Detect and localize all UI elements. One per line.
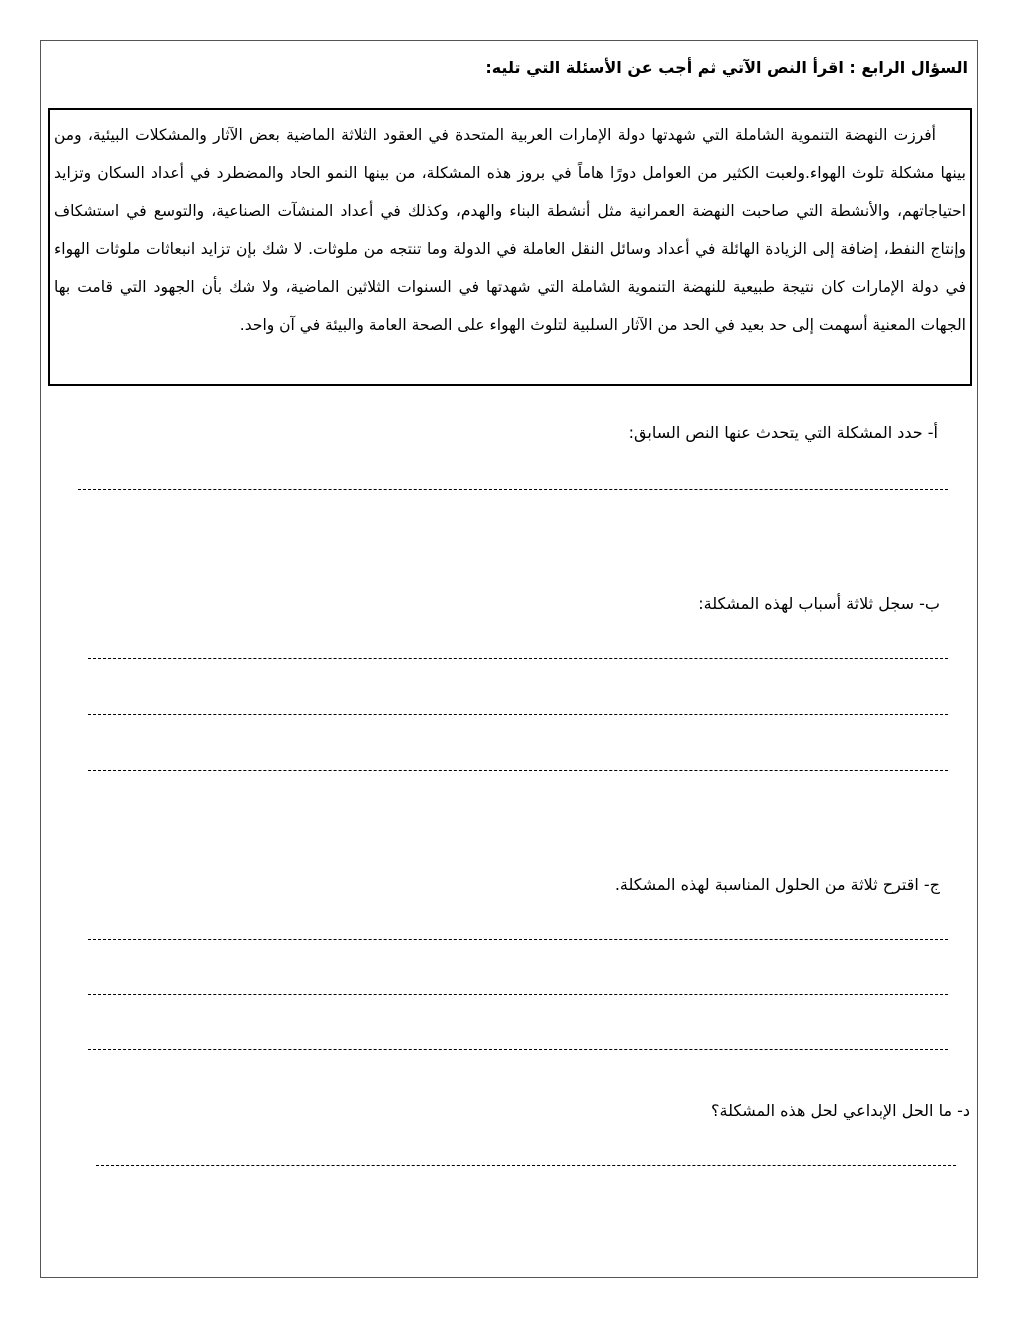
sub-question-d: د- ما الحل الإبداعي لحل هذه المشكلة؟ [711,1101,970,1120]
answer-line-c1[interactable] [88,939,948,940]
sub-question-c: ج- اقترح ثلاثة من الحلول المناسبة لهذه المشكلة. [614,875,940,894]
passage-box [48,108,972,386]
passage-text: أفرزت النهضة التنموية الشاملة التي شهدتها دولة الإمارات العربية المتحدة في العقود الثلاثة الماضية بعض الآثار والمشكلات البيئية، ومن بينها مشكلة تلوث الهواء.ولعبت الكثير من العوامل دورًا هاماً في بروز هذه المشكلة، من بينها النمو الحاد والمضطرد في أعداد السكان وتزايد احتياجاتهم، والأنشطة التي صاحبت النهضة العمرانية مثل أنشطة البناء والهدم، وكذلك في أعداد المنشآت الصناعية، والتوسع في استشكاف وإنتاج النفط، إضافة إلى الزيادة الهائلة في أعداد وسائل النقل العاملة في الدولة وما تنتجه من ملوثات. لا شك بإن تزايد انبعاثات ملوثات الهواء في دولة الإمارات كان نتيجة طبيعية للنهضة التنموية الشاملة التي شهدتها في السنوات الثلاثين الماضية، ولا شك بأن الجهود التي قامت بها الجهات المعنية أسهمت إلى حد بعيد في الحد من الآثار السلبية لتلوث الهواء على الصحة العامة والبيئة في آن واحد. [54,126,966,334]
sub-question-a: أ- حدد المشكلة التي يتحدث عنها النص السابق: [628,423,938,442]
answer-line-b1[interactable] [88,658,948,659]
answer-line-c2[interactable] [88,994,948,995]
question-title: السؤال الرابع : اقرأ النص الآتي ثم أجب عن الأسئلة التي تليه: [485,58,968,77]
answer-line-c3[interactable] [88,1049,948,1050]
answer-line-b3[interactable] [88,770,948,771]
sub-question-b: ب- سجل ثلاثة أسباب لهذه المشكلة: [698,594,940,613]
answer-line-b2[interactable] [88,714,948,715]
answer-line-d[interactable] [96,1165,956,1166]
answer-line-a[interactable] [78,489,948,490]
